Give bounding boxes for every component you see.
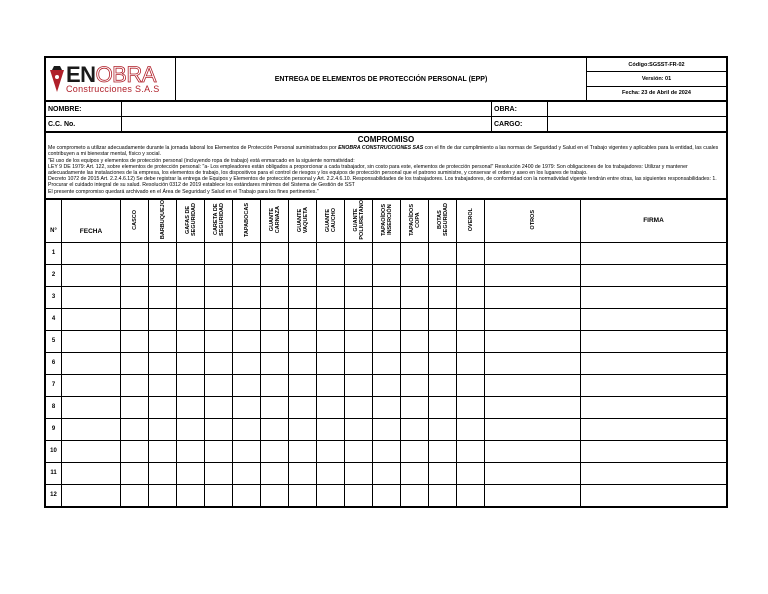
table-cell[interactable]: [317, 352, 345, 374]
cc-label: C.C. No.: [46, 117, 122, 132]
table-cell[interactable]: [581, 462, 727, 484]
table-cell[interactable]: [177, 418, 205, 440]
table-cell[interactable]: [345, 374, 373, 396]
table-cell[interactable]: [485, 308, 581, 330]
table-cell[interactable]: [345, 286, 373, 308]
table-cell[interactable]: [401, 418, 429, 440]
table-cell[interactable]: [345, 352, 373, 374]
nombre-field[interactable]: [122, 102, 492, 117]
table-row: [46, 286, 727, 308]
table-cell[interactable]: [289, 330, 317, 352]
table-cell[interactable]: [429, 484, 457, 506]
column-header-0: CASCO: [121, 199, 149, 242]
table-cell[interactable]: [149, 396, 177, 418]
table-row: [46, 440, 727, 462]
table-cell[interactable]: [289, 264, 317, 286]
row-number: 2: [46, 264, 62, 286]
table-cell[interactable]: [62, 330, 121, 352]
table-cell[interactable]: [233, 242, 261, 264]
table-cell[interactable]: [345, 396, 373, 418]
table-row: [46, 462, 727, 484]
table-cell[interactable]: [401, 374, 429, 396]
table-cell[interactable]: [373, 484, 401, 506]
table-cell[interactable]: [581, 242, 727, 264]
table-row: [46, 242, 727, 264]
table-cell[interactable]: [345, 440, 373, 462]
compromiso-title: COMPROMISO: [357, 135, 415, 144]
table-cell[interactable]: [121, 242, 149, 264]
table-cell[interactable]: [317, 286, 345, 308]
logo-mark-icon: [50, 66, 64, 92]
column-header-5: GUANTE CARNAZA: [261, 199, 289, 242]
table-cell[interactable]: [177, 484, 205, 506]
table-cell[interactable]: [205, 484, 233, 506]
table-cell[interactable]: [205, 396, 233, 418]
table-cell[interactable]: [62, 418, 121, 440]
table-cell[interactable]: [177, 462, 205, 484]
table-cell[interactable]: [317, 330, 345, 352]
table-cell[interactable]: [457, 330, 485, 352]
table-cell[interactable]: [233, 264, 261, 286]
table-cell[interactable]: [581, 374, 727, 396]
table-cell[interactable]: [317, 440, 345, 462]
table-cell[interactable]: [457, 242, 485, 264]
table-cell[interactable]: [177, 330, 205, 352]
table-cell[interactable]: [289, 418, 317, 440]
table-cell[interactable]: [457, 418, 485, 440]
table-cell[interactable]: [177, 264, 205, 286]
cargo-label: CARGO:: [492, 117, 548, 132]
table-cell[interactable]: [457, 396, 485, 418]
table-cell[interactable]: [205, 264, 233, 286]
otros-header: OTROS: [485, 199, 581, 242]
table-cell[interactable]: [205, 440, 233, 462]
table-cell[interactable]: [205, 462, 233, 484]
column-header-2: GAFAS DE SEGURIDAD: [177, 199, 205, 242]
compromiso-p3: LEY 9 DE 1979: Art. 122, sobre elementos de protección personal: "a- Los empleadores están obligados a proporcionar a cada trabajador, sin costo para este, elementos de protección personal" Resolución 2400 de 1979: Son obligaciones de los trabajadores: Utilizar y mantener adecuadamente las instalaciones de la empresa, los elementos de trabajo, los dispositivos para el control de riesgos y los equipos de protección personal que el patrono suministre, y conservar el orden y aseo en los lugares de trabajo.: [48, 163, 688, 177]
table-cell[interactable]: [485, 418, 581, 440]
table-row: [46, 330, 727, 352]
row-number: 3: [46, 286, 62, 308]
table-cell[interactable]: [205, 330, 233, 352]
table-cell[interactable]: [401, 352, 429, 374]
table-cell[interactable]: [429, 242, 457, 264]
table-cell[interactable]: [177, 308, 205, 330]
table-cell[interactable]: [429, 440, 457, 462]
table-cell[interactable]: [261, 418, 289, 440]
epp-form: [44, 56, 728, 508]
row-number: 7: [46, 374, 62, 396]
table-cell[interactable]: [373, 264, 401, 286]
table-cell[interactable]: [373, 242, 401, 264]
table-cell[interactable]: [233, 308, 261, 330]
table-cell[interactable]: [317, 484, 345, 506]
fecha-header: FECHA: [62, 221, 121, 243]
nombre-label: NOMBRE:: [46, 102, 122, 117]
table-cell[interactable]: [233, 330, 261, 352]
table-cell[interactable]: [205, 418, 233, 440]
table-cell[interactable]: [149, 330, 177, 352]
column-header-7: GUANTE CAUCHO: [317, 199, 345, 242]
table-cell[interactable]: [149, 286, 177, 308]
table-cell[interactable]: [177, 440, 205, 462]
company-name: ENOBRA CONSTRUCCIONES SAS: [338, 145, 424, 152]
table-cell[interactable]: [177, 242, 205, 264]
table-cell[interactable]: [581, 440, 727, 462]
table-cell[interactable]: [317, 308, 345, 330]
table-body: [46, 242, 727, 506]
table-cell[interactable]: [205, 308, 233, 330]
table-row: [46, 308, 727, 330]
table-cell[interactable]: [429, 396, 457, 418]
table-cell[interactable]: [457, 352, 485, 374]
table-cell[interactable]: [345, 462, 373, 484]
table-cell[interactable]: [401, 396, 429, 418]
table-cell[interactable]: [121, 440, 149, 462]
table-cell[interactable]: [233, 418, 261, 440]
table-cell[interactable]: [62, 396, 121, 418]
table-cell[interactable]: [581, 330, 727, 352]
table-cell[interactable]: [457, 440, 485, 462]
table-cell[interactable]: [261, 264, 289, 286]
row-number: 6: [46, 352, 62, 374]
table-cell[interactable]: [289, 484, 317, 506]
table-cell[interactable]: [233, 396, 261, 418]
compromiso-p1: Me comprometo a utilizar adecuadamente durante la jornada laboral los Elementos de Protección Personal suministrados por ENOBRA CONSTRUCCIONES SAS con el fin de dar cumplimiento a las normas de Seguridad y Salud en el Trabajo vigentes y aplicables para la entidad, las cuales contribuyen a mi bienestar mental, físico y social.: [48, 145, 719, 158]
table-cell[interactable]: [121, 308, 149, 330]
table-cell[interactable]: [233, 484, 261, 506]
table-cell[interactable]: [485, 462, 581, 484]
table-cell[interactable]: [317, 418, 345, 440]
table-cell[interactable]: [581, 418, 727, 440]
table-cell[interactable]: [62, 484, 121, 506]
table-cell[interactable]: [373, 396, 401, 418]
table-cell[interactable]: [373, 374, 401, 396]
table-cell[interactable]: [485, 264, 581, 286]
column-header-9: TAPAOÍDOS INSERCIÓN: [373, 199, 401, 242]
column-header-10: TAPAOÍDOS COPA: [401, 199, 429, 242]
table-cell[interactable]: [261, 462, 289, 484]
num-header-top: [46, 199, 62, 221]
table-cell[interactable]: [289, 242, 317, 264]
table-cell[interactable]: [177, 396, 205, 418]
table-cell[interactable]: [121, 418, 149, 440]
table-cell[interactable]: [289, 286, 317, 308]
table-cell[interactable]: [62, 264, 121, 286]
delivery-table: [45, 199, 727, 507]
table-cell[interactable]: [485, 396, 581, 418]
table-cell[interactable]: [233, 462, 261, 484]
table-cell[interactable]: [233, 352, 261, 374]
table-cell[interactable]: [581, 308, 727, 330]
table-cell[interactable]: [261, 308, 289, 330]
table-cell[interactable]: [581, 484, 727, 506]
table-cell[interactable]: [289, 374, 317, 396]
firma-header: FIRMA: [581, 199, 727, 242]
table-cell[interactable]: [345, 308, 373, 330]
table-cell[interactable]: [373, 352, 401, 374]
table-cell[interactable]: [401, 242, 429, 264]
table-cell[interactable]: [401, 308, 429, 330]
cc-field[interactable]: [122, 117, 492, 132]
table-cell[interactable]: [261, 440, 289, 462]
table-cell[interactable]: [261, 396, 289, 418]
table-cell[interactable]: [581, 264, 727, 286]
table-cell[interactable]: [457, 484, 485, 506]
table-cell[interactable]: [289, 440, 317, 462]
table-cell[interactable]: [317, 396, 345, 418]
obra-label: OBRA:: [492, 102, 548, 117]
table-cell[interactable]: [205, 242, 233, 264]
table-cell[interactable]: [317, 462, 345, 484]
column-header-4: TAPABOCAS: [233, 199, 261, 242]
table-row: [46, 374, 727, 396]
table-cell[interactable]: [261, 330, 289, 352]
table-cell[interactable]: [317, 374, 345, 396]
logo-cell: [46, 58, 176, 101]
table-cell[interactable]: [317, 242, 345, 264]
table-cell[interactable]: [205, 286, 233, 308]
table-cell[interactable]: [261, 242, 289, 264]
table-cell[interactable]: [401, 484, 429, 506]
table-cell[interactable]: [149, 418, 177, 440]
column-header-1: BARBUQUEJO: [149, 199, 177, 242]
table-cell[interactable]: [149, 352, 177, 374]
table-cell[interactable]: [149, 374, 177, 396]
table-cell[interactable]: [205, 352, 233, 374]
table-cell[interactable]: [233, 440, 261, 462]
obra-field[interactable]: [548, 102, 727, 117]
column-header-6: GUANTE VAQUETA: [289, 199, 317, 242]
table-cell[interactable]: [62, 374, 121, 396]
table-cell[interactable]: [485, 374, 581, 396]
num-header: N°: [46, 221, 62, 243]
table-cell[interactable]: [401, 330, 429, 352]
table-cell[interactable]: [429, 330, 457, 352]
doc-code: Código:SGSST-FR-02: [587, 58, 727, 72]
logo-obra-text: OBRA: [95, 61, 156, 87]
table-cell[interactable]: [401, 462, 429, 484]
table-cell[interactable]: [149, 440, 177, 462]
table-cell[interactable]: [121, 374, 149, 396]
table-cell[interactable]: [149, 242, 177, 264]
table-cell[interactable]: [373, 462, 401, 484]
table-cell[interactable]: [177, 286, 205, 308]
table-cell[interactable]: [289, 396, 317, 418]
table-cell[interactable]: [429, 352, 457, 374]
table-cell[interactable]: [261, 352, 289, 374]
row-number: 10: [46, 440, 62, 462]
table-cell[interactable]: [401, 264, 429, 286]
compromiso-p2: "El uso de los equipos y elementos de protección personal (incluyendo ropa de trabajo) está enmarcado en la siguiente normatividad:: [48, 157, 355, 164]
compromiso-p4: Decreto 1072 de 2015 Art. 2.2.4.6.12) Se debe registrar la entrega de Equipos y Elementos de protección personal y Art. 2.2.4.6.10. Responsabilidades de los trabajadores. Los trabajadores, de conformidad con la normatividad vigente tendrán entre otras, las siguientes responsabilidades: 1. Procurar el cuidado integral de su salud. Resolución 0312 de 2019 establece los estándares mínimos del Sistema de Gestión de SST: [48, 176, 717, 189]
table-cell[interactable]: [233, 286, 261, 308]
table-cell[interactable]: [62, 440, 121, 462]
logo-subtitle: Construcciones S.A.S: [66, 83, 160, 94]
table-cell[interactable]: [62, 462, 121, 484]
table-cell[interactable]: [345, 484, 373, 506]
table-cell[interactable]: [429, 264, 457, 286]
table-cell[interactable]: [121, 286, 149, 308]
doc-date: Fecha: 23 de Abril de 2024: [587, 86, 727, 100]
table-cell[interactable]: [121, 396, 149, 418]
table-cell[interactable]: [289, 462, 317, 484]
table-cell[interactable]: [485, 440, 581, 462]
form-title: ENTREGA DE ELEMENTOS DE PROTECCIÓN PERSONAL (EPP): [176, 58, 587, 101]
column-header-8: GUANTE POLIURETANO: [345, 199, 373, 242]
table-cell[interactable]: [345, 330, 373, 352]
row-number: 9: [46, 418, 62, 440]
header-table: [45, 57, 727, 101]
table-cell[interactable]: [62, 308, 121, 330]
table-header-row: [46, 199, 727, 221]
table-cell[interactable]: [581, 286, 727, 308]
table-cell[interactable]: [401, 286, 429, 308]
table-cell[interactable]: [373, 286, 401, 308]
table-cell[interactable]: [261, 286, 289, 308]
table-row: [46, 484, 727, 506]
table-cell[interactable]: [457, 462, 485, 484]
table-cell[interactable]: [485, 330, 581, 352]
table-cell[interactable]: [62, 352, 121, 374]
table-cell[interactable]: [149, 264, 177, 286]
table-cell[interactable]: [485, 484, 581, 506]
table-cell[interactable]: [429, 418, 457, 440]
table-cell[interactable]: [62, 286, 121, 308]
table-cell[interactable]: [345, 264, 373, 286]
row-number: 4: [46, 308, 62, 330]
table-cell[interactable]: [429, 286, 457, 308]
row-number: 8: [46, 396, 62, 418]
table-row: [46, 418, 727, 440]
table-cell[interactable]: [373, 440, 401, 462]
fields-table: [45, 101, 727, 132]
table-cell[interactable]: [429, 308, 457, 330]
compromiso-p5: El presente compromiso quedará archivado en el Área de Seguridad y Salud en el Trabajo para los fines pertinentes.": [48, 188, 319, 195]
table-cell[interactable]: [429, 374, 457, 396]
table-cell[interactable]: [457, 286, 485, 308]
fecha-header-top: [62, 199, 121, 221]
table-cell[interactable]: [317, 264, 345, 286]
table-cell[interactable]: [261, 374, 289, 396]
table-cell[interactable]: [289, 352, 317, 374]
table-cell[interactable]: [149, 308, 177, 330]
table-cell[interactable]: [345, 418, 373, 440]
table-row: [46, 396, 727, 418]
table-cell[interactable]: [177, 374, 205, 396]
table-cell[interactable]: [121, 330, 149, 352]
company-logo: [46, 61, 175, 94]
cargo-field[interactable]: [548, 117, 727, 132]
table-cell[interactable]: [121, 484, 149, 506]
row-number: 11: [46, 462, 62, 484]
table-cell[interactable]: [485, 286, 581, 308]
column-header-11: BOTAS SEGURIDAD: [429, 199, 457, 242]
table-cell[interactable]: [373, 308, 401, 330]
table-cell[interactable]: [485, 242, 581, 264]
table-cell[interactable]: [485, 352, 581, 374]
column-header-3: CARETA DE SEGURIDAD: [205, 199, 233, 242]
table-cell[interactable]: [345, 242, 373, 264]
row-number: 1: [46, 242, 62, 264]
doc-version: Versión: 01: [587, 72, 727, 86]
table-cell[interactable]: [373, 330, 401, 352]
table-cell[interactable]: [261, 484, 289, 506]
row-number: 5: [46, 330, 62, 352]
table-cell[interactable]: [457, 374, 485, 396]
table-cell[interactable]: [205, 374, 233, 396]
table-cell[interactable]: [289, 308, 317, 330]
table-cell[interactable]: [177, 352, 205, 374]
table-cell[interactable]: [121, 264, 149, 286]
table-cell[interactable]: [233, 374, 261, 396]
table-cell[interactable]: [581, 396, 727, 418]
table-cell[interactable]: [149, 462, 177, 484]
table-row: [46, 352, 727, 374]
table-cell[interactable]: [457, 308, 485, 330]
table-cell[interactable]: [581, 352, 727, 374]
table-cell[interactable]: [121, 352, 149, 374]
table-cell[interactable]: [121, 462, 149, 484]
row-number: 12: [46, 484, 62, 506]
table-cell[interactable]: [373, 418, 401, 440]
table-cell[interactable]: [149, 484, 177, 506]
table-cell[interactable]: [457, 264, 485, 286]
logo-en-text: EN: [66, 61, 96, 87]
table-cell[interactable]: [401, 440, 429, 462]
compromiso-section: [45, 132, 727, 199]
table-row: [46, 264, 727, 286]
column-header-12: OVEROL: [457, 199, 485, 242]
table-cell[interactable]: [62, 242, 121, 264]
table-cell[interactable]: [429, 462, 457, 484]
